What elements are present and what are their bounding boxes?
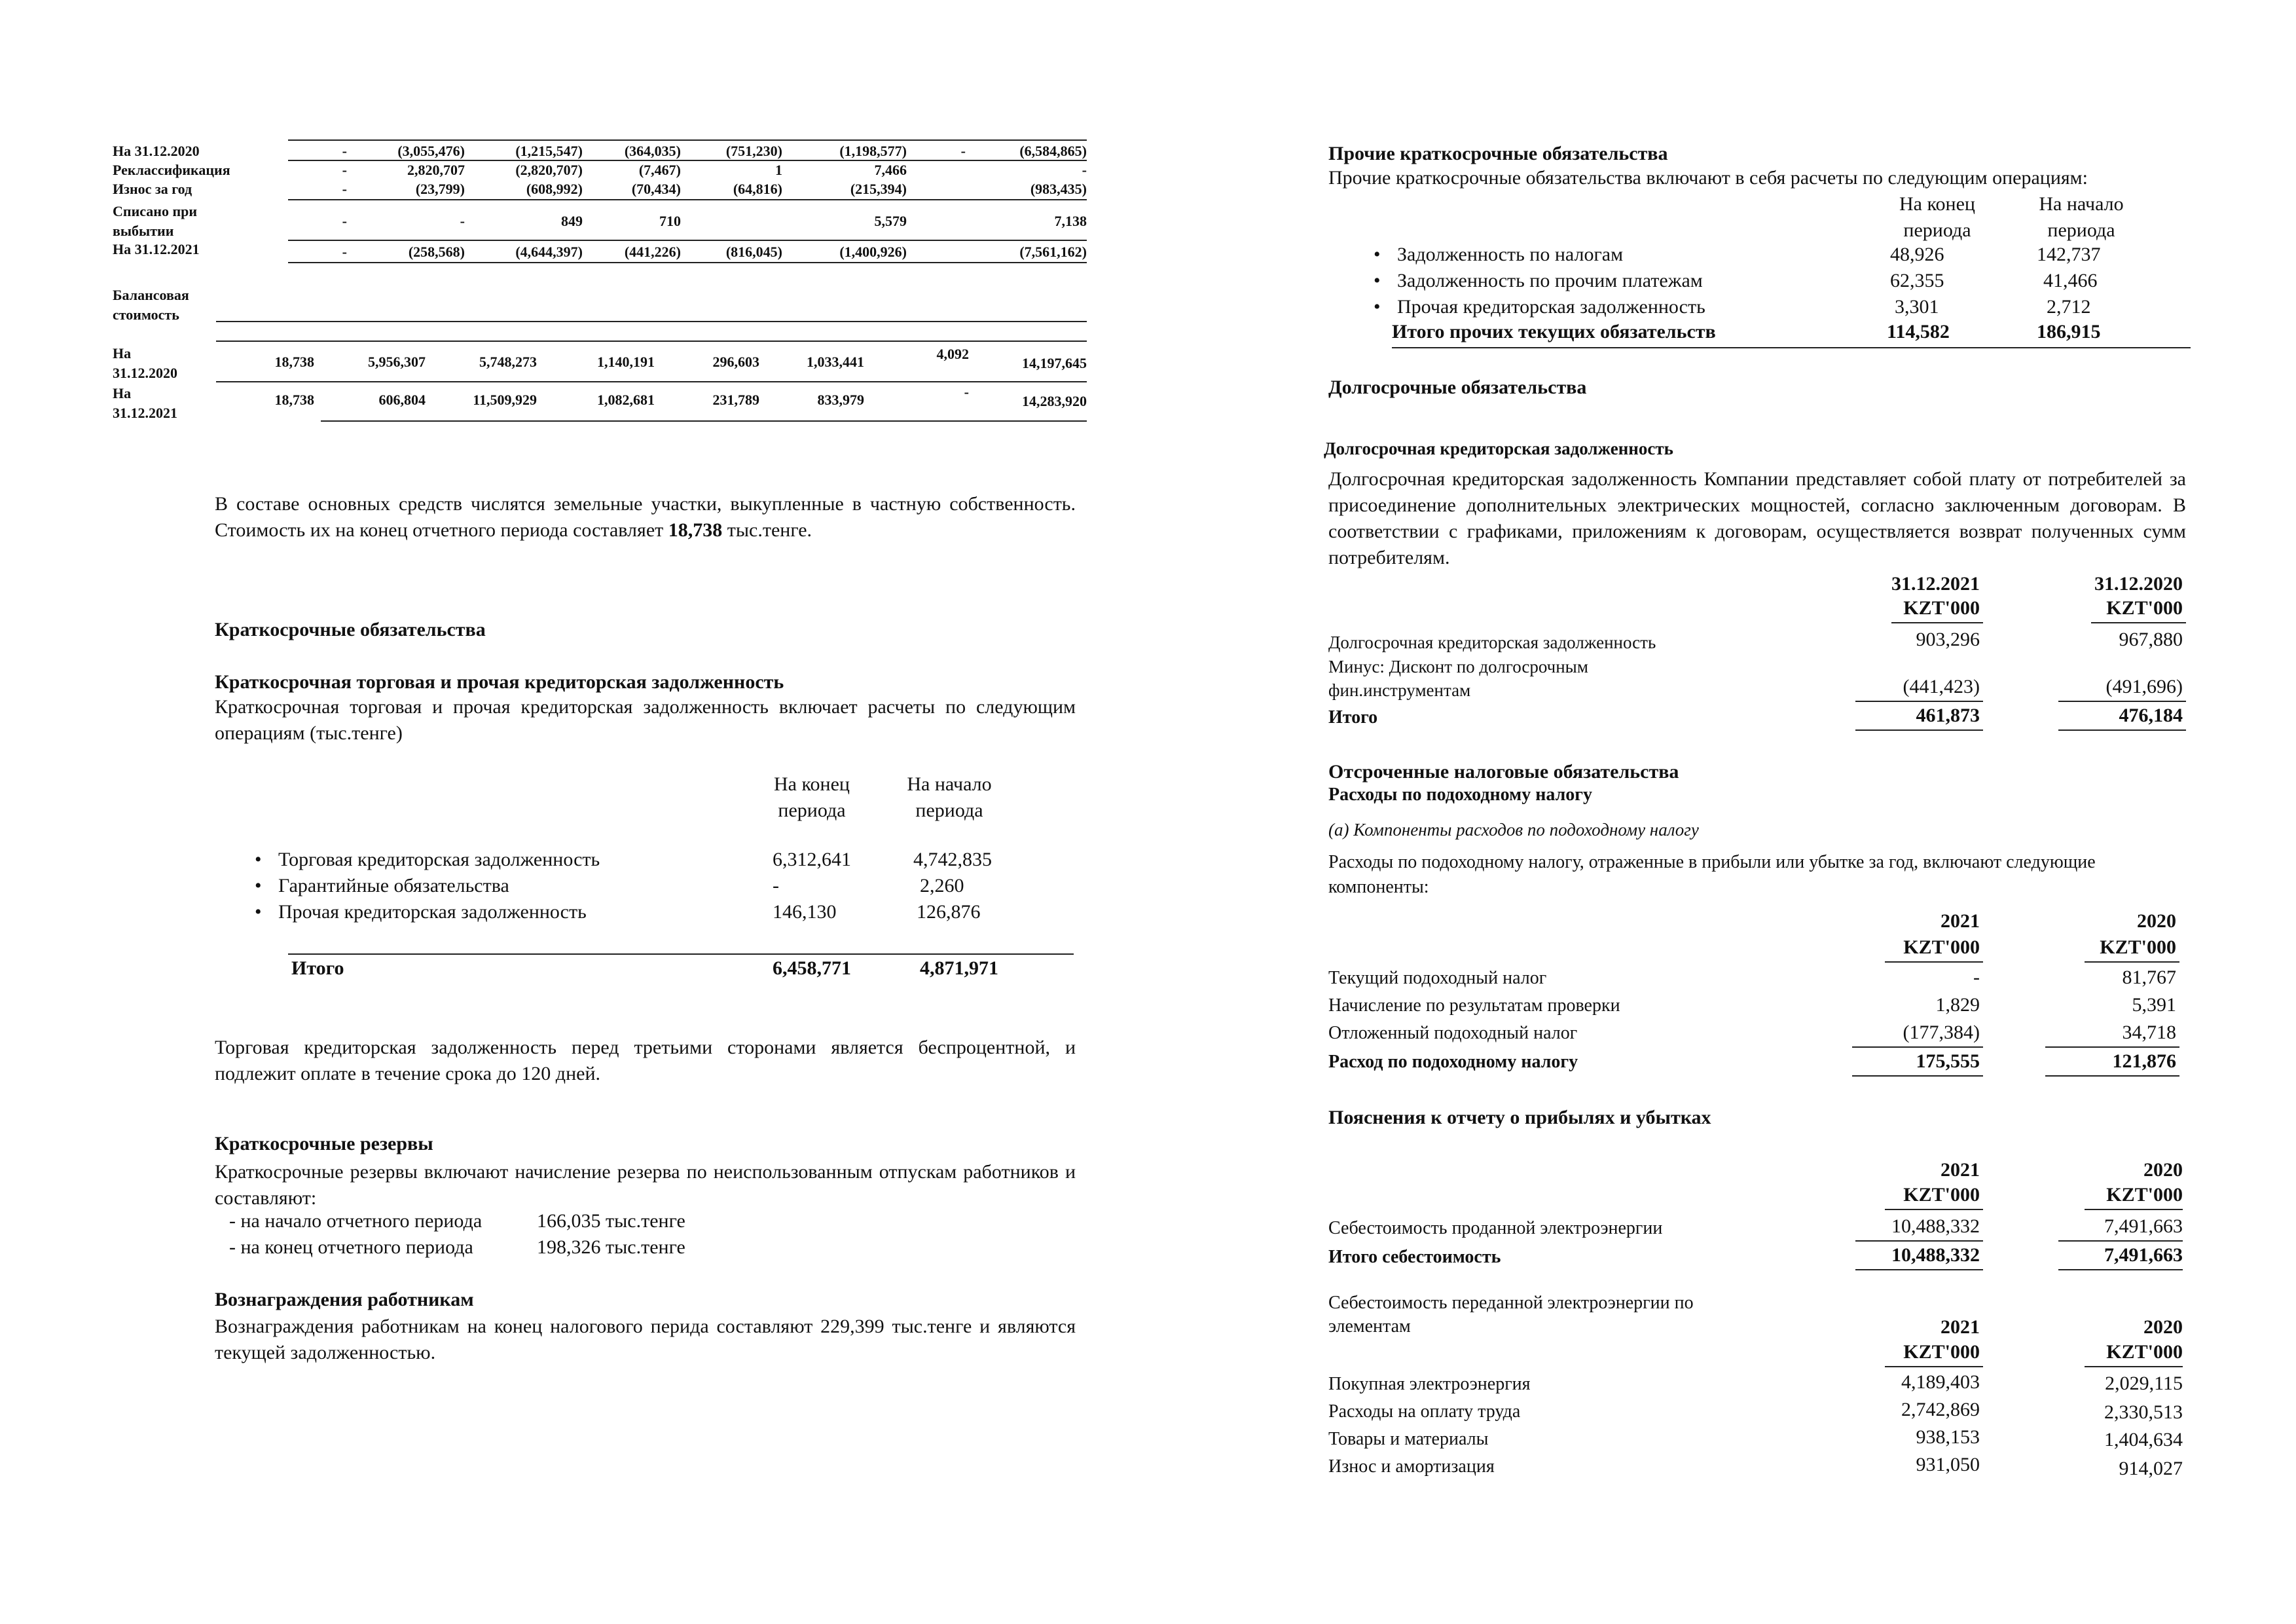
trade-row-label: • Гарантийные обязательства	[278, 875, 509, 897]
bv-cell: 1,082,681	[597, 392, 655, 408]
bv-row-label: На 31.12.2020	[113, 345, 177, 381]
bv-cell: 4,092	[936, 346, 969, 362]
fa-cell: (3,055,476)	[397, 143, 465, 159]
cit-row-label: Начисление по результатам проверки	[1328, 995, 1620, 1016]
fa-cell: -	[342, 181, 347, 197]
trade-total-start: 4,871,971	[920, 957, 998, 979]
other-row-end: 48,926	[1890, 244, 1944, 265]
cit-row-label: Отложенный подоходный налог	[1328, 1023, 1578, 1043]
other-col-head-start: На начало периода	[2039, 193, 2124, 241]
bv-cell: 14,197,645	[1022, 355, 1087, 371]
reserves-item-label: - на конец отчетного периода	[229, 1236, 473, 1258]
fa-cell: (7,467)	[638, 162, 681, 178]
lt-row-label: Долгосрочная кредиторская задолженность	[1328, 633, 1656, 652]
lt-row-label: Минус: Дисконт по долгосрочным фин.инструментам	[1328, 657, 1588, 700]
fa-cell: (1,400,926)	[839, 244, 907, 260]
cos-el-col2-unit: KZT'000	[2106, 1341, 2183, 1363]
trade-total-label: Итого	[291, 957, 344, 979]
cos-el-col1-unit: KZT'000	[1903, 1341, 1980, 1363]
bv-cell: 606,804	[378, 392, 426, 408]
other-row-start: 142,737	[2037, 244, 2101, 265]
book-value-label: Балансовая стоимость	[113, 287, 189, 323]
bv-cell: 833,979	[817, 392, 864, 408]
bv-cell: 18,738	[274, 392, 314, 408]
cos-total-v1: 10,488,332	[1891, 1244, 1980, 1266]
fa-cell: (441,226)	[624, 244, 681, 260]
cos-el-row-label: Расходы на оплату труда	[1328, 1401, 1521, 1422]
fa-cell: (608,992)	[526, 181, 583, 197]
cos-el-row-v1: 4,189,403	[1901, 1371, 1980, 1393]
other-liabilities-paragraph: Прочие краткосрочные обязательства включают в себя расчеты по следующим операциям:	[1328, 167, 2088, 189]
cos-el-col1-year: 2021	[1941, 1316, 1980, 1338]
fa-cell: 7,138	[1054, 213, 1087, 229]
fa-row-label: Списано при выбытии	[113, 203, 198, 239]
reserves-item-value: 198,326 тыс.тенге	[537, 1236, 685, 1258]
cit-total-label: Расход по подоходному налогу	[1328, 1052, 1578, 1072]
cos-el-row-v2: 1,404,634	[2104, 1429, 2183, 1450]
pl-notes-title: Пояснения к отчету о прибылях и убытках	[1328, 1107, 1711, 1128]
cos-el-row-label: Покупная электроэнергия	[1328, 1374, 1531, 1394]
fa-cell: -	[342, 213, 347, 229]
other-row-label: • Прочая кредиторская задолженность	[1397, 296, 1705, 318]
cos-col2-year: 2020	[2143, 1159, 2183, 1181]
cos-total-v2: 7,491,663	[2104, 1244, 2183, 1266]
trade-row-start: 2,260	[920, 875, 964, 896]
cos-col1-unit: KZT'000	[1903, 1184, 1980, 1206]
bv-row-label: На 31.12.2021	[113, 385, 177, 421]
reserves-item-value: 166,035 тыс.тенге	[537, 1210, 685, 1232]
lt-total-v2: 476,184	[2119, 705, 2183, 726]
lt-row-v2: (491,696)	[2105, 676, 2183, 697]
lt-payable-paragraph: Долгосрочная кредиторская задолженность Компании представляет собой плату от потребителей за присоединение дополнительных электрических мощностей, согласно заключенным договорам. В соответствии с графиками, приложениям к договорам, осуществляется возврат полученных сумм потребителям.	[1328, 468, 2186, 568]
trade-payables-paragraph: Краткосрочная торговая и прочая кредиторская задолженность включает расчеты по следующим операциям (тыс.тенге)	[215, 696, 1076, 744]
other-row-start: 41,466	[2043, 270, 2098, 291]
cit-row-v2: 34,718	[2122, 1022, 2176, 1043]
cit-row-v1: -	[1973, 967, 1980, 988]
bv-cell: 18,738	[274, 354, 314, 370]
fa-cell: -	[460, 213, 465, 229]
fa-cell: 849	[561, 213, 583, 229]
lt-row-v1: 903,296	[1916, 629, 1980, 650]
cos-el-row-v1: 931,050	[1916, 1454, 1980, 1475]
st-liabilities-title: Краткосрочные обязательства	[215, 619, 486, 640]
fa-cell: (2,820,707)	[515, 162, 583, 178]
lt-col1-date: 31.12.2021	[1891, 573, 1980, 595]
cos-el-row-label: Товары и материалы	[1328, 1429, 1489, 1449]
trade-payables-title: Краткосрочная торговая и прочая кредиторская задолженность	[215, 671, 784, 693]
deferred-tax-title: Отсроченные налоговые обязательства	[1328, 761, 1679, 783]
fa-cell: -	[342, 162, 347, 178]
cit-col2-year: 2020	[2137, 910, 2176, 932]
fa-cell: 710	[659, 213, 681, 229]
cos-row-v2: 7,491,663	[2104, 1215, 2183, 1237]
cit-row-label: Текущий подоходный налог	[1328, 968, 1547, 988]
cos-el-row-v2: 2,330,513	[2104, 1401, 2183, 1423]
trade-row-end: -	[773, 875, 779, 896]
fa-cell: 5,579	[874, 213, 907, 229]
other-row-end: 3,301	[1895, 296, 1939, 318]
lt-col2-unit: KZT'000	[2106, 597, 2183, 619]
cit-row-v1: 1,829	[1935, 994, 1980, 1016]
bv-cell: 14,283,920	[1022, 393, 1087, 409]
cit-col1-unit: KZT'000	[1903, 936, 1980, 958]
other-row-label: • Задолженность по налогам	[1397, 244, 1623, 266]
other-row-label: • Задолженность по прочим платежам	[1397, 270, 1703, 292]
fa-cell: 1	[775, 162, 782, 178]
trade-row-label: • Прочая кредиторская задолженность	[278, 901, 587, 923]
cos-el-row-label: Износ и амортизация	[1328, 1456, 1495, 1477]
income-tax-title: Расходы по подоходному налогу	[1328, 784, 1593, 805]
other-total-start: 186,915	[2037, 321, 2101, 342]
reserves-paragraph: Краткосрочные резервы включают начисление резерва по неиспользованным отпускам работников и составляют:	[215, 1161, 1076, 1209]
cit-row-v2: 5,391	[2132, 994, 2176, 1016]
fa-cell: (215,394)	[850, 181, 907, 197]
fa-row-label: На 31.12.2020	[113, 143, 200, 159]
trade-row-start: 126,876	[917, 901, 981, 923]
lt-col2-date: 31.12.2020	[2094, 573, 2183, 595]
trade-row-end: 146,130	[773, 901, 837, 923]
fa-row-label: Реклассификация	[113, 162, 230, 178]
reserves-title: Краткосрочные резервы	[215, 1133, 433, 1154]
fa-cell: (1,198,577)	[839, 143, 907, 159]
fa-cell: (983,435)	[1030, 181, 1087, 197]
fa-cell: -	[1082, 162, 1087, 178]
other-total-label: Итого прочих текущих обязательств	[1392, 321, 1716, 342]
other-row-end: 62,355	[1890, 270, 1944, 291]
cit-col1-year: 2021	[1941, 910, 1980, 932]
bv-cell: 5,956,307	[368, 354, 426, 370]
employee-benefits-title: Вознаграждения работникам	[215, 1289, 474, 1310]
bv-cell: 1,140,191	[597, 354, 655, 370]
cos-row-label: Себестоимость проданной электроэнергии	[1328, 1218, 1663, 1238]
bv-cell: 1,033,441	[807, 354, 864, 370]
cos-el-row-v1: 938,153	[1916, 1426, 1980, 1448]
fa-row-label: Износ за год	[113, 181, 192, 197]
lt-total-v1: 461,873	[1916, 705, 1980, 726]
trade-row-label: • Торговая кредиторская задолженность	[278, 849, 600, 871]
cos-el-row-v2: 914,027	[2119, 1458, 2183, 1479]
cos-row-v1: 10,488,332	[1891, 1215, 1980, 1237]
reserves-item-label: - на начало отчетного периода	[229, 1210, 483, 1232]
cos-elements-label: Себестоимость переданной электроэнергии по элементам	[1328, 1293, 1694, 1337]
cit-total-v1: 175,555	[1916, 1050, 1980, 1072]
cit-total-v2: 121,876	[2112, 1050, 2176, 1072]
fa-cell: 7,466	[874, 162, 907, 178]
other-total-end: 114,582	[1887, 321, 1950, 342]
col-head-start: На начало периода	[907, 773, 992, 821]
cos-el-row-v1: 2,742,869	[1901, 1399, 1980, 1420]
cos-col2-unit: KZT'000	[2106, 1184, 2183, 1206]
fa-row-label: На 31.12.2021	[113, 241, 200, 257]
fa-cell: (6,584,865)	[1019, 143, 1087, 159]
cit-col2-unit: KZT'000	[2100, 936, 2176, 958]
fa-cell: (364,035)	[624, 143, 681, 159]
lt-row-v1: (441,423)	[1903, 676, 1980, 697]
lt-payable-title: Долгосрочная кредиторская задолженность	[1324, 439, 1673, 458]
other-liabilities-title: Прочие краткосрочные обязательства	[1328, 143, 1668, 164]
bv-cell: 231,789	[712, 392, 759, 408]
fa-cell: (23,799)	[415, 181, 465, 197]
bv-cell: 5,748,273	[479, 354, 537, 370]
trade-note: Торговая кредиторская задолженность перед третьими сторонами является беспроцентной, и подлежит оплате в течение срока до 120 дней.	[215, 1037, 1076, 1084]
right-page	[1148, 0, 2296, 1624]
fa-cell: -	[960, 143, 966, 159]
lt-row-v2: 967,880	[2119, 629, 2183, 650]
cos-col1-year: 2021	[1941, 1159, 1980, 1181]
fa-cell: (751,230)	[725, 143, 782, 159]
employee-benefits-paragraph: Вознаграждения работникам на конец налогового перида составляют 229,399 тыс.тенге и являются текущей задолженностью.	[215, 1316, 1076, 1363]
bv-cell: 296,603	[712, 354, 759, 370]
lt-total-label: Итого	[1328, 707, 1378, 728]
lt-liabilities-title: Долгосрочные обязательства	[1328, 377, 1587, 398]
fa-cell: -	[342, 244, 347, 260]
income-tax-subtitle: (a) Компоненты расходов по подоходному налогу	[1328, 820, 1699, 840]
fa-cell: (1,215,547)	[515, 143, 583, 159]
fa-cell: -	[342, 143, 347, 159]
fa-cell: (816,045)	[725, 244, 782, 260]
fa-cell: (258,568)	[408, 244, 465, 260]
fa-cell: (7,561,162)	[1019, 244, 1087, 260]
trade-total-end: 6,458,771	[773, 957, 851, 979]
cos-total-label: Итого себестоимость	[1328, 1247, 1501, 1267]
bv-cell: -	[964, 384, 969, 400]
cos-el-col2-year: 2020	[2143, 1316, 2183, 1338]
col-head-end: На конец периода	[774, 773, 850, 821]
bv-cell: 11,509,929	[473, 392, 537, 408]
lt-col1-unit: KZT'000	[1903, 597, 1980, 619]
cit-row-v2: 81,767	[2122, 967, 2176, 988]
trade-row-start: 4,742,835	[913, 849, 992, 870]
income-tax-paragraph: Расходы по подоходному налогу, отраженные в прибыли или убытке за год, включают следующие компоненты:	[1328, 852, 2096, 897]
fa-cell: (64,816)	[733, 181, 782, 197]
trade-row-end: 6,312,641	[773, 849, 851, 870]
fa-cell: 2,820,707	[407, 162, 465, 178]
land-paragraph: В составе основных средств числятся земельные участки, выкупленные в частную собственность. Стоимость их на конец отчетного периода составляет 18,738 тыс.тенге.	[215, 493, 1076, 541]
fa-cell: (70,434)	[631, 181, 681, 197]
cos-el-row-v2: 2,029,115	[2105, 1373, 2183, 1394]
cit-row-v1: (177,384)	[1903, 1022, 1980, 1043]
other-col-head-end: На конец периода	[1899, 193, 1975, 241]
other-row-start: 2,712	[2047, 296, 2091, 318]
fa-cell: (4,644,397)	[515, 244, 583, 260]
